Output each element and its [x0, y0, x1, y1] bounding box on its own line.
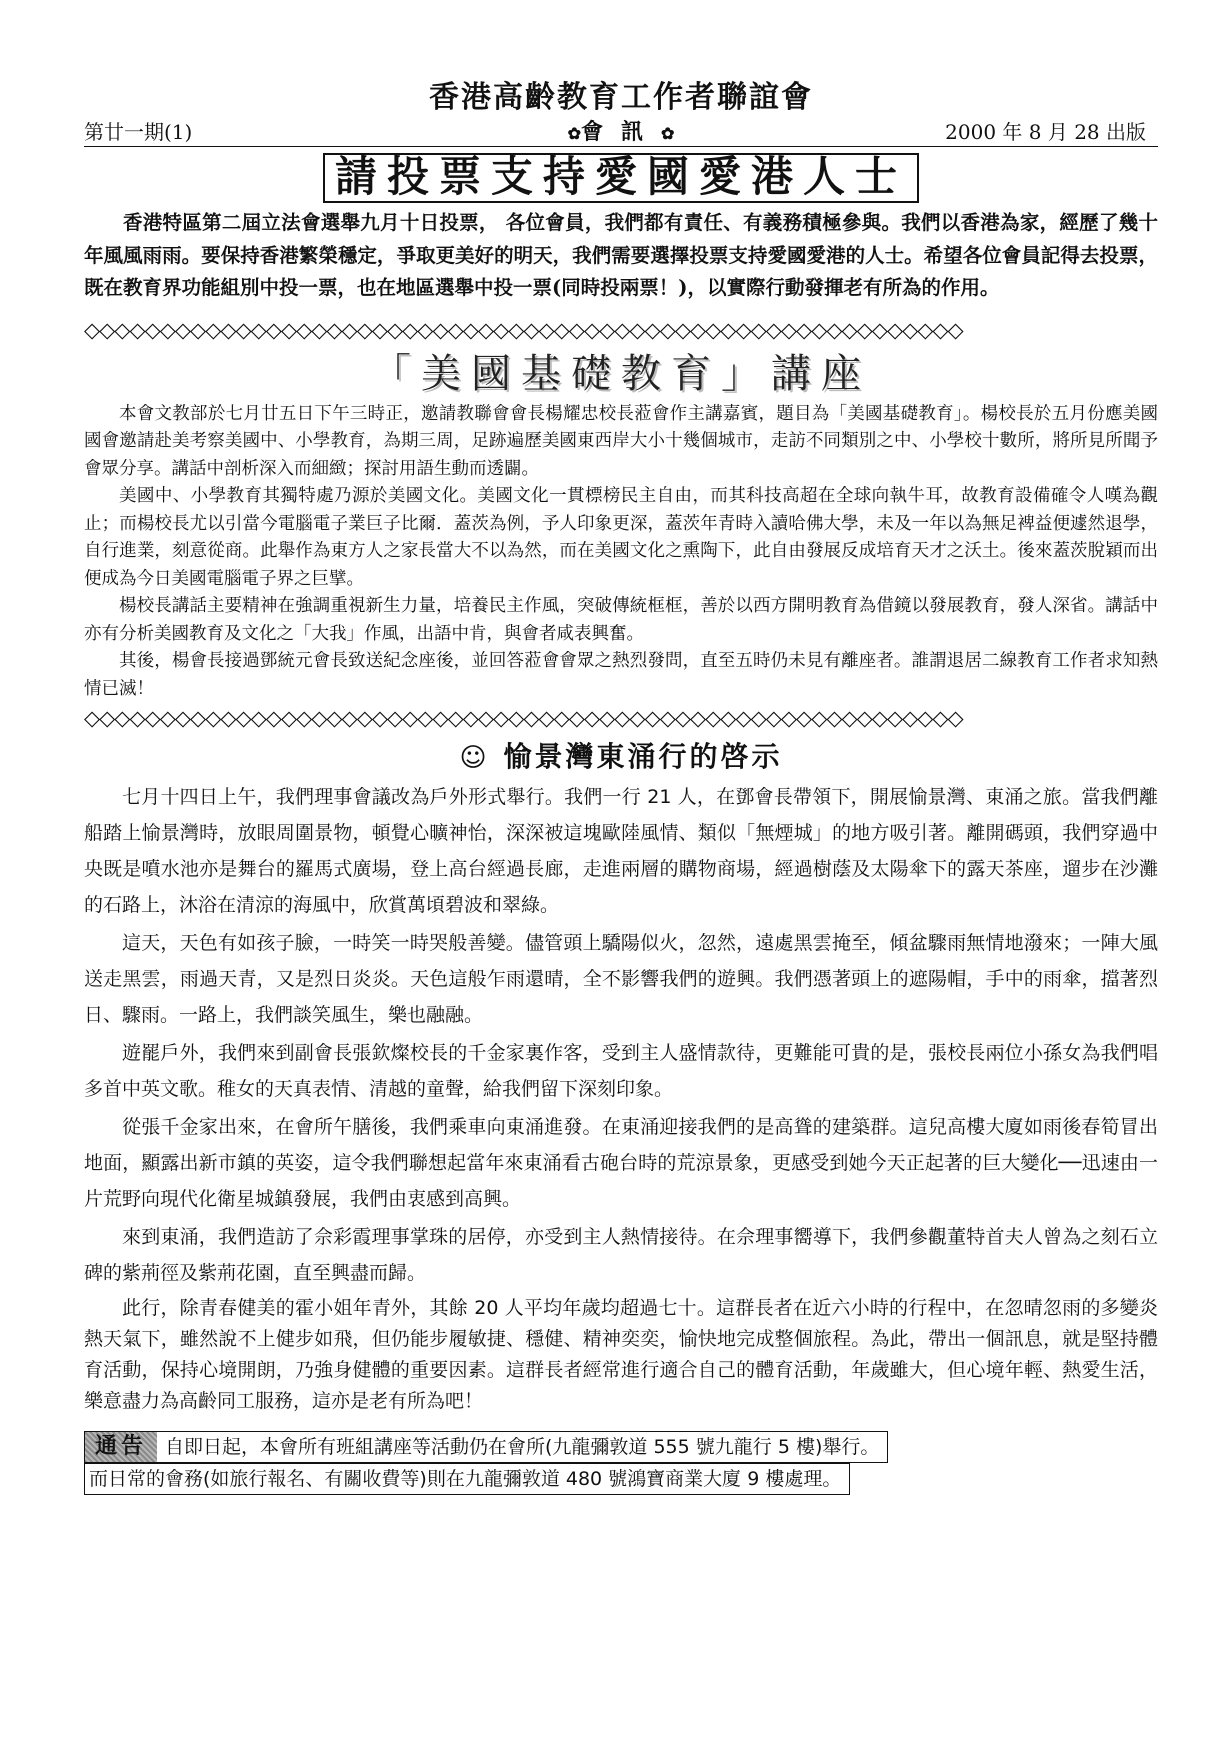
- smiley-icon: ☺: [459, 743, 490, 773]
- article2-paragraph: 本會文教部於七月廿五日下午三時正，邀請教聯會會長楊耀忠校長蒞會作主講嘉賓，題目為「美國基礎教育」。楊校長於五月份應美國國會邀請赴美考察美國中、小學教育，為期三周，足跡遍歷美國東西岸大小十幾個城市，走訪不同類別之中、小學校十數所，將所見所聞予會眾分享。講話中剖析深入而細緻；探討用語生動而透闢。: [84, 403, 1158, 479]
- headline: 請投票支持愛國愛港人士: [323, 153, 919, 203]
- article3-title-text: 愉景灣東涌行的啓示: [503, 740, 783, 773]
- article3-paragraph: 此行，除青春健美的霍小姐年青外，其餘 20 人平均年歲均超過七十。這群長者在近六小時的行程中，在忽晴忽雨的多變炎熱天氣下，雖然說不上健步如飛，但仍能步履敏捷、穩健、精神奕奕，愉快地完成整個旅程。為此，帶出一個訊息，就是堅持體育活動，保持心境開朗，乃強身健體的重要因素。這群長者經常進行適合自己的體育活動，年歲雖大，但心境年輕、熱愛生活，樂意盡力為高齡同工服務，這亦是老有所為吧！: [84, 1297, 1158, 1412]
- notice-line: 而日常的會務(如旅行報名、有關收費等)則在九龍彌敦道 480 號鴻寶商業大廈 9 樓處理。: [89, 1468, 842, 1490]
- notice-row: [84, 1431, 888, 1463]
- flower-icon: ✿: [661, 124, 675, 143]
- article3-paragraph: 七月十四日上午，我們理事會議改為戶外形式舉行。我們一行 21 人，在鄧會長帶領下，開展愉景灣、東涌之旅。當我們離船踏上愉景灣時，放眼周圍景物，頓覺心曠神怡，深深被這塊歐陸風情、類似「無煙城」的地方吸引著。離開碼頭，我們穿過中央既是噴水池亦是舞台的羅馬式廣場，登上高台經過長廊，走進兩層的購物商場，經過樹蔭及太陽傘下的露天茶座，遛步在沙灘的石路上，沐浴在清涼的海風中，欣賞萬頃碧波和翠綠。: [84, 786, 1158, 916]
- article2-paragraph: 楊校長講話主要精神在強調重視新生力量，培養民主作風，突破傳統框框，善於以西方開明教育為借鏡以發展教育，發人深省。講話中亦有分析美國教育及文化之「大我」作風，出語中肯，與會者咸表興奮。: [84, 596, 1158, 644]
- article3-paragraph: 這天，天色有如孩子臉，一時笑一時哭般善變。儘管頭上驕陽似火，忽然，遠處黑雲掩至，傾盆驟雨無情地潑來；一陣大風送走黑雲，雨過天青，又是烈日炎炎。天色這般乍雨還晴，全不影響我們的遊興。我們憑著頭上的遮陽帽，手中的雨傘，擋著烈日、驟雨。一路上，我們談笑風生，樂也融融。: [84, 932, 1158, 1026]
- article3-body: [84, 779, 1158, 1417]
- notice-box: [84, 1431, 1158, 1495]
- issue-line: [84, 118, 1158, 147]
- article2-paragraph: 美國中、小學教育其獨特處乃源於美國文化。美國文化一貫標榜民主自由，而其科技高超在全球向執牛耳，故教育設備確令人嘆為觀止；而楊校長尤以引當今電腦電子業巨子比爾．蓋茨為例，予人印象更深，蓋茨年青時入讀哈佛大學，未及一年以為無足裨益便遽然退學，自行進業，刻意從商。此舉作為東方人之家長當大不以為然，而在美國文化之熏陶下，此自由發展反成培育天才之沃土。後來蓋茨脫穎而出便成為今日美國電腦電子界之巨擘。: [84, 486, 1158, 589]
- notice-line: 自即日起，本會所有班組講座等活動仍在會所(九龍彌敦道 555 號九龍行 5 樓)舉行。: [165, 1436, 880, 1458]
- notice-row: [84, 1463, 850, 1495]
- article2-title: 「美國基礎教育」講座: [371, 350, 871, 397]
- newsletter-page: [84, 78, 1158, 1495]
- article3-paragraph: 從張千金家出來，在會所午膳後，我們乘車向東涌進發。在東涌迎接我們的是高聳的建築群。這兒高樓大廈如雨後春筍冒出地面，顯露出新市鎮的英姿，這令我們聯想起當年來東涌看古砲台時的荒涼景象，更感受到她今天正起著的巨大變化──迅速由一片荒野向現代化衛星城鎮發展，我們由衷感到高興。: [84, 1116, 1158, 1210]
- newsletter-title: 會訊: [580, 119, 661, 145]
- flower-icon: ✿: [567, 124, 581, 143]
- notice-badge: 通告: [85, 1432, 157, 1462]
- publish-date: 2000 年 8 月 28 出版: [945, 120, 1146, 144]
- article2-paragraph: 其後，楊會長接過鄧統元會長致送紀念座後，並回答蒞會會眾之熱烈發問，直至五時仍未見有離座者。誰謂退居二線教育工作者求知熱情已滅！: [84, 651, 1158, 699]
- article3-paragraph: 來到東涌，我們造訪了佘彩霞理事掌珠的居停，亦受到主人熱情接待。在佘理事嚮導下，我們參觀董特首夫人曾為之刻石立碑的紫荊徑及紫荊花園，直至興盡而歸。: [84, 1226, 1158, 1284]
- article3-paragraph: 遊罷戶外，我們來到副會長張欽燦校長的千金家裏作客，受到主人盛情款待，更難能可貴的是，張校長兩位小孫女為我們唱多首中英文歌。稚女的天真表情、清越的童聲，給我們留下深刻印象。: [84, 1042, 1158, 1100]
- article2-body: [84, 401, 1158, 704]
- divider: ◇◇◇◇◇◇◇◇◇◇◇◇◇◇◇◇◇◇◇◇◇◇◇◇◇◇◇◇◇◇◇◇◇◇◇◇◇◇◇◇◇◇◇◇◇◇◇◇◇◇◇◇◇◇◇◇◇◇: [84, 317, 963, 342]
- article1-paragraph: 香港特區第二屆立法會選舉九月十日投票， 各位會員，我們都有責任、有義務積極參與。我們以香港為家，經歷了幾十年風風雨雨。要保持香港繁榮穩定，爭取更美好的明天，我們需要選擇投票支持愛國愛港的人士。希望各位會員記得去投票，既在教育界功能組別中投一票，也在地區選舉中投一票(同時投兩票！)，以實際行動發揮老有所為的作用。: [84, 211, 1158, 299]
- article3-title: [84, 737, 1158, 777]
- headline-wrap: [84, 153, 1158, 203]
- issue-number: 第廿一期(1): [84, 120, 193, 144]
- divider: ◇◇◇◇◇◇◇◇◇◇◇◇◇◇◇◇◇◇◇◇◇◇◇◇◇◇◇◇◇◇◇◇◇◇◇◇◇◇◇◇◇◇◇◇◇◇◇◇◇◇◇◇◇◇◇◇◇◇: [84, 706, 963, 730]
- org-name: 香港高齡教育工作者聯誼會: [429, 80, 813, 115]
